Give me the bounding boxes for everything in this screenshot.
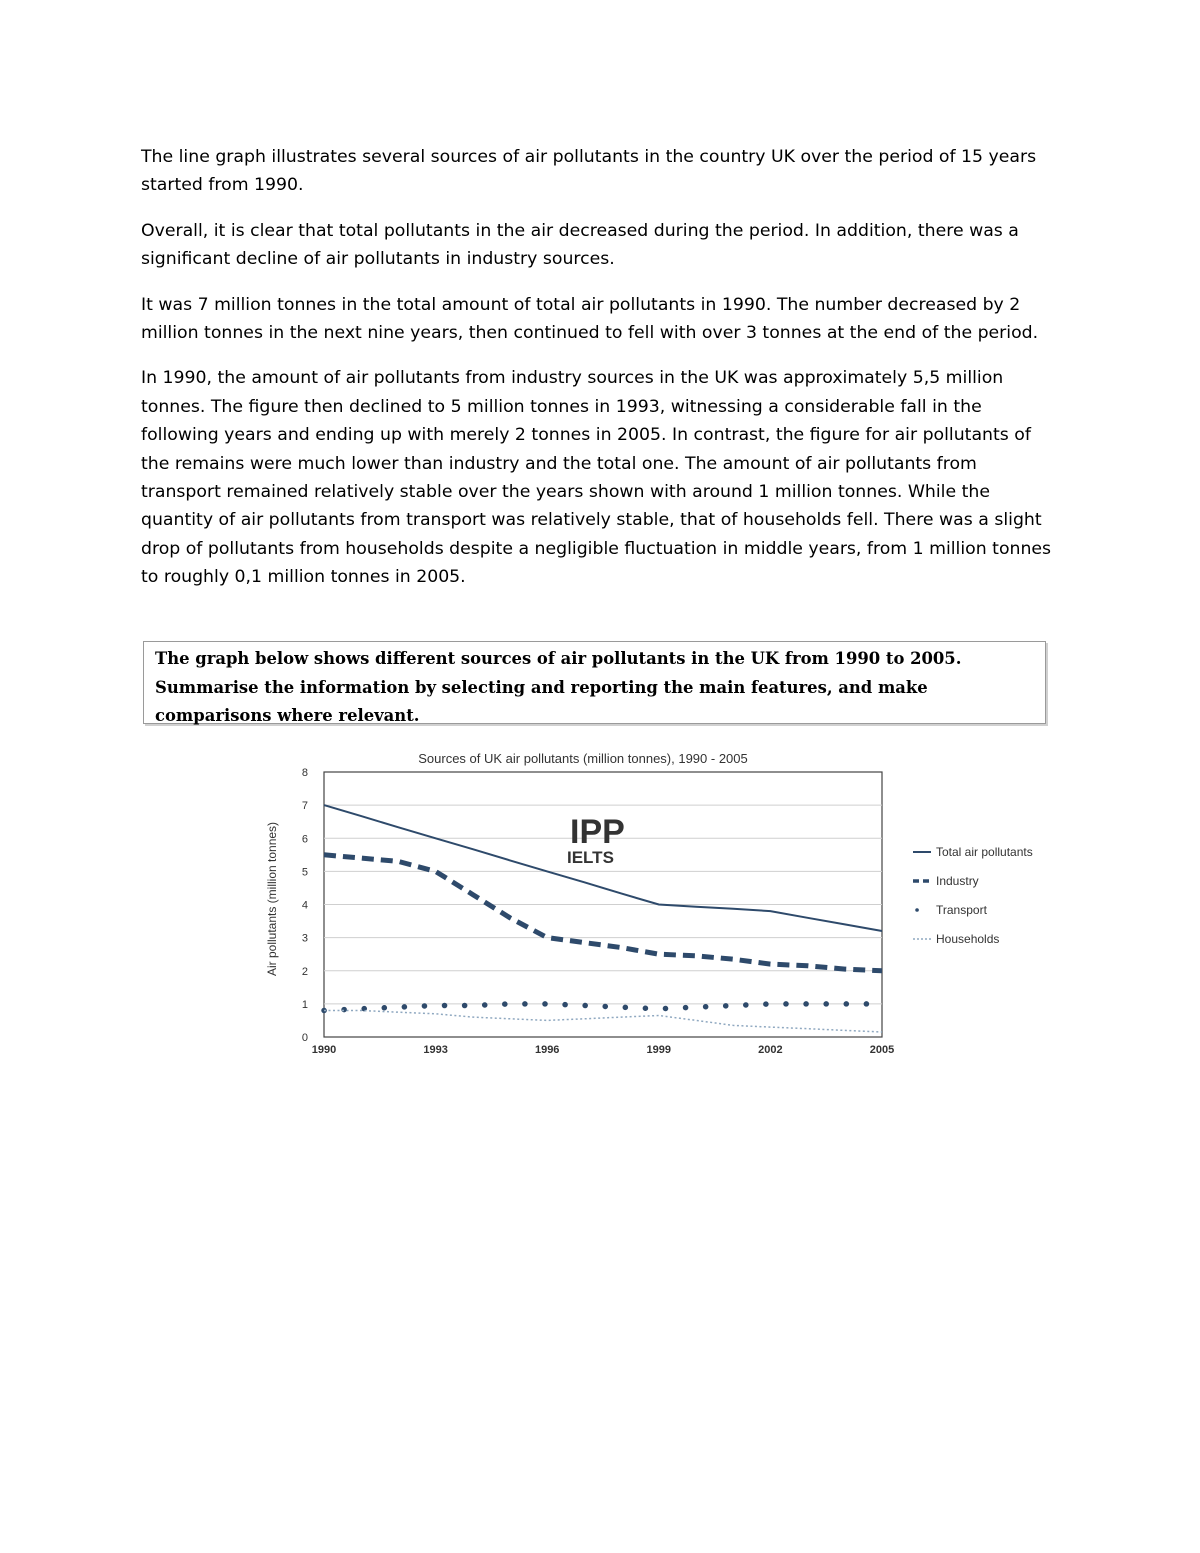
watermark-subtext: IELTS	[567, 848, 614, 867]
x-tick-label: 2002	[758, 1044, 783, 1056]
essay	[141, 143, 1061, 609]
x-tick-label: 1999	[646, 1044, 672, 1056]
y-tick-label: 1	[301, 998, 308, 1011]
y-tick-label: 6	[301, 833, 308, 846]
x-tick-label: 2005	[869, 1044, 895, 1056]
line-chart	[252, 745, 1072, 1065]
x-tick-label: 1990	[311, 1044, 337, 1056]
task-prompt-line: Summarise the information by selecting and reporting the main features, and make	[155, 677, 928, 697]
x-tick-label: 1996	[534, 1044, 560, 1056]
legend	[913, 845, 1033, 946]
y-tick-label: 2	[301, 965, 308, 978]
x-ticks	[312, 1044, 894, 1056]
legend-label: Industry	[936, 874, 979, 888]
essay-paragraph-intro: The line graph illustrates several sources of air pollutants in the country UK over the period of 15 years started from 1990.	[141, 147, 1037, 196]
y-tick-label: 0	[301, 1032, 308, 1044]
essay-paragraph-overview: Overall, it is clear that total pollutants in the air decreased during the period. In addition, there was a significant decline of air pollutants in industry sources.	[141, 220, 1019, 270]
essay-paragraph-details: In 1990, the amount of air pollutants from industry sources in the UK was approximately 5,5 million tonnes. The figure then declined to 5 million tonnes in 1993, witnessing a considerable fall in the following years and ending up with merely 2 tonnes in 2005. In contrast, the figure for air pollutants of the remains were much lower than industry and the total one. The amount of air pollutants from transport remained relatively stable over the years shown with around 1 million tonnes. While the quantity of air pollutants from transport was relatively stable, that of households fell. There was a slight drop of pollutants from households despite a negligible fluctuation in middle years, from 1 million tonnes to roughly 0,1 million tonnes in 2005.	[141, 368, 1052, 588]
y-tick-label: 3	[301, 932, 308, 945]
y-tick-label: 4	[301, 899, 308, 912]
y-tick-label: 5	[301, 866, 308, 879]
y-tick-label: 8	[301, 767, 308, 779]
chart-title: Sources of UK air pollutants (million tonnes), 1990 - 2005	[418, 751, 748, 766]
legend-label: Total air pollutants	[936, 845, 1033, 859]
task-prompt-line: The graph below shows different sources of air pollutants in the UK from 1990 to 2005.	[155, 649, 962, 668]
watermark-text: IPP	[570, 813, 625, 851]
legend-label: Transport	[936, 903, 987, 917]
y-ticks	[302, 767, 308, 1044]
task-prompt-box	[143, 641, 1046, 724]
x-tick-label: 1993	[423, 1044, 448, 1056]
y-tick-label: 7	[301, 800, 308, 813]
y-axis-label: Air pollutants (million tonnes)	[265, 821, 279, 977]
legend-label: Households	[936, 932, 1000, 946]
task-prompt-line: comparisons where relevant.	[155, 706, 420, 725]
essay-paragraph-total: It was 7 million tonnes in the total amount of total air pollutants in 1990. The number decreased by 2 million tonnes in the next nine years, then continued to fell with over 3 tonnes at the end of the period.	[141, 294, 1039, 344]
